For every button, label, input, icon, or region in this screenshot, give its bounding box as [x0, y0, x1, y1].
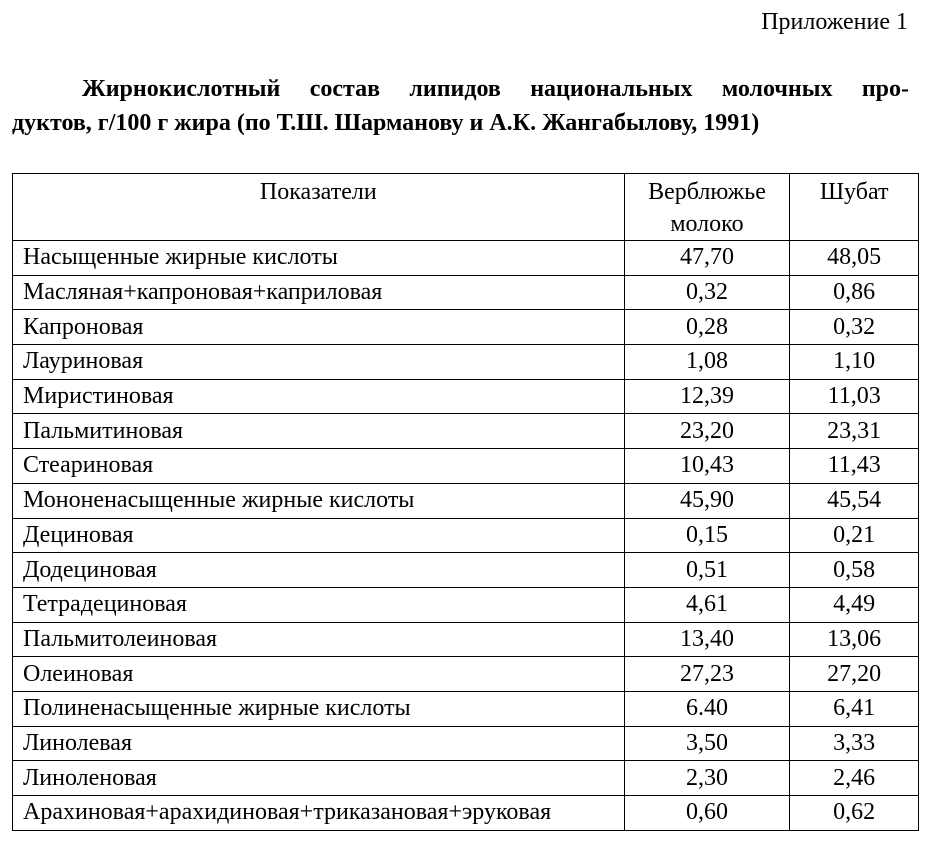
- table-row: [13, 553, 919, 588]
- row-camel-milk-cell: 3,50: [624, 726, 790, 761]
- row-shubat-cell: 0,21: [790, 518, 919, 553]
- title-word: про-: [861, 76, 909, 102]
- table-row: [13, 796, 919, 831]
- title-word: Жирнокислотный: [82, 76, 281, 102]
- row-name-cell: Мононенасыщенные жирные кислоты: [13, 483, 625, 518]
- table-header-row: [13, 174, 919, 241]
- appendix-label: Приложение 1: [761, 9, 908, 35]
- title-word: национальных: [530, 76, 693, 102]
- row-name-cell: Тетрадециновая: [13, 587, 625, 622]
- fatty-acid-table: [12, 173, 919, 831]
- row-camel-milk-cell: 10,43: [624, 449, 790, 484]
- row-shubat-cell: 0,58: [790, 553, 919, 588]
- table-row: [13, 761, 919, 796]
- row-shubat-cell: 2,46: [790, 761, 919, 796]
- row-camel-milk-cell: 4,61: [624, 587, 790, 622]
- row-name-cell: Пальмитолеиновая: [13, 622, 625, 657]
- table-row: [13, 657, 919, 692]
- row-name-cell: Стеариновая: [13, 449, 625, 484]
- row-camel-milk-cell: 0,60: [624, 796, 790, 831]
- header-camel-milk-line1: Верблюжье: [648, 179, 766, 205]
- row-name-cell: Насыщенные жирные кислоты: [13, 241, 625, 276]
- header-indicators: Показатели: [13, 174, 625, 241]
- table-row: [13, 691, 919, 726]
- table-row: [13, 622, 919, 657]
- row-camel-milk-cell: 0,32: [624, 275, 790, 310]
- title-word: липидов: [409, 76, 501, 102]
- row-camel-milk-cell: 1,08: [624, 345, 790, 380]
- row-name-cell: Додециновая: [13, 553, 625, 588]
- row-name-cell: Арахиновая+арахидиновая+триказановая+эруковая: [13, 796, 625, 831]
- row-camel-milk-cell: 13,40: [624, 622, 790, 657]
- row-name-cell: Дециновая: [13, 518, 625, 553]
- title-line-1: [12, 72, 909, 106]
- row-name-cell: Пальмитиновая: [13, 414, 625, 449]
- row-shubat-cell: 0,62: [790, 796, 919, 831]
- table-row: [13, 414, 919, 449]
- row-camel-milk-cell: 12,39: [624, 379, 790, 414]
- row-shubat-cell: 0,32: [790, 310, 919, 345]
- row-shubat-cell: 3,33: [790, 726, 919, 761]
- row-camel-milk-cell: 0,51: [624, 553, 790, 588]
- row-camel-milk-cell: 6.40: [624, 691, 790, 726]
- row-shubat-cell: 1,10: [790, 345, 919, 380]
- row-name-cell: Капроновая: [13, 310, 625, 345]
- row-camel-milk-cell: 2,30: [624, 761, 790, 796]
- table-row: [13, 483, 919, 518]
- row-name-cell: Линоленовая: [13, 761, 625, 796]
- table-row: [13, 345, 919, 380]
- row-shubat-cell: 11,03: [790, 379, 919, 414]
- row-shubat-cell: 23,31: [790, 414, 919, 449]
- row-shubat-cell: 48,05: [790, 241, 919, 276]
- table-row: [13, 310, 919, 345]
- title-word: молочных: [721, 76, 833, 102]
- row-camel-milk-cell: 0,15: [624, 518, 790, 553]
- table-row: [13, 726, 919, 761]
- row-shubat-cell: 11,43: [790, 449, 919, 484]
- row-camel-milk-cell: 27,23: [624, 657, 790, 692]
- table-row: [13, 379, 919, 414]
- row-shubat-cell: 13,06: [790, 622, 919, 657]
- row-camel-milk-cell: 0,28: [624, 310, 790, 345]
- row-shubat-cell: 45,54: [790, 483, 919, 518]
- row-name-cell: Линолевая: [13, 726, 625, 761]
- row-camel-milk-cell: 45,90: [624, 483, 790, 518]
- row-shubat-cell: 6,41: [790, 691, 919, 726]
- row-camel-milk-cell: 47,70: [624, 241, 790, 276]
- table-row: [13, 449, 919, 484]
- row-name-cell: Олеиновая: [13, 657, 625, 692]
- row-name-cell: Лауриновая: [13, 345, 625, 380]
- row-shubat-cell: 27,20: [790, 657, 919, 692]
- table-body: [13, 241, 919, 831]
- header-camel-milk-line2: молоко: [670, 211, 744, 237]
- title-line-2: дуктов, г/100 г жира (по Т.Ш. Шарманову и А.К. Жангабылову, 1991): [12, 110, 760, 136]
- title-word: состав: [309, 76, 381, 102]
- row-camel-milk-cell: 23,20: [624, 414, 790, 449]
- document-title: [12, 72, 909, 140]
- row-shubat-cell: 0,86: [790, 275, 919, 310]
- row-name-cell: Полиненасыщенные жирные кислоты: [13, 691, 625, 726]
- table-row: [13, 587, 919, 622]
- header-camel-milk: [624, 174, 790, 241]
- row-name-cell: Масляная+капроновая+каприловая: [13, 275, 625, 310]
- table-row: [13, 518, 919, 553]
- table-row: [13, 241, 919, 276]
- row-name-cell: Миристиновая: [13, 379, 625, 414]
- table-row: [13, 275, 919, 310]
- header-shubat: Шубат: [790, 174, 919, 241]
- row-shubat-cell: 4,49: [790, 587, 919, 622]
